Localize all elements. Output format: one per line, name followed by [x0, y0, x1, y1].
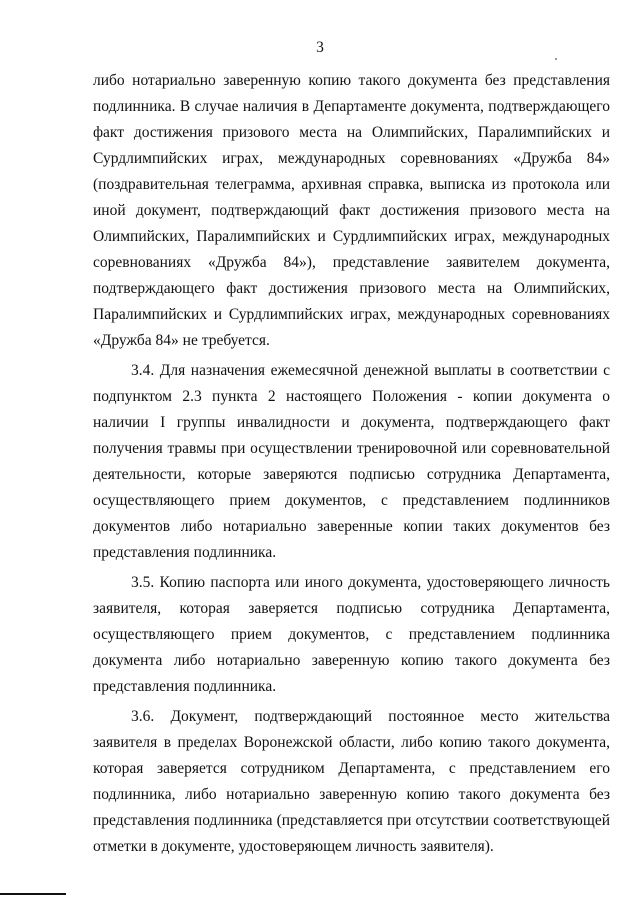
scan-speck: [555, 58, 557, 60]
paragraph-continuation: либо нотариально заверенную копию такого документа без представления подлинника. В случае наличия в Департаменте документа, подтверждающего факт достижения призового места на Олимпийских, Паралимпийских и Сурдлимпийских играх, международных соревнованиях «Дружба 84» (поздравительная телеграмма, архивная справка, выписка из протокола или иной документ, подтверждающий факт достижения призового места на Олимпийских, Паралимпийских и Сурдлимпийских играх, международных соревнованиях «Дружба 84»), представление заявителем документа, подтверждающего факт достижения призового места на Олимпийских, Паралимпийских и Сурдлимпийских играх, международных соревнованиях «Дружба 84» не требуется.: [93, 72, 610, 349]
paragraph-3-6: 3.6. Документ, подтверждающий постоянное место жительства заявителя в пределах Воронежской области, либо копию такого документа, которая заверяется сотрудником Департамента, с представлением его подлинника, либо нотариально заверенную копию такого документа без представления подлинника (представляется при отсутствии соответствующей отметки в документе, удостоверяющем личность заявителя).: [93, 708, 610, 855]
footer-rule: [0, 893, 66, 895]
document-body: [93, 68, 610, 864]
page-number: 3: [316, 39, 324, 56]
paragraph-3-5: 3.5. Копию паспорта или иного документа, удостоверяющего личность заявителя, которая заверяется подписью сотрудника Департамента, осуществляющего прием документов, с представлением подлинника документа либо нотариально заверенную копию такого документа без представления подлинника.: [93, 574, 610, 695]
paragraph-3-4: 3.4. Для назначения ежемесячной денежной выплаты в соответствии с подпунктом 2.3 пункта 2 настоящего Положения - копии документа о наличии I группы инвалидности и документа, подтверждающего факт получения травмы при осуществлении тренировочной или соревновательной деятельности, которые заверяются подписью сотрудника Департамента, осуществляющего прием документов, с представлением подлинников документов либо нотариально заверенные копии таких документов без представления подлинника.: [93, 362, 610, 561]
